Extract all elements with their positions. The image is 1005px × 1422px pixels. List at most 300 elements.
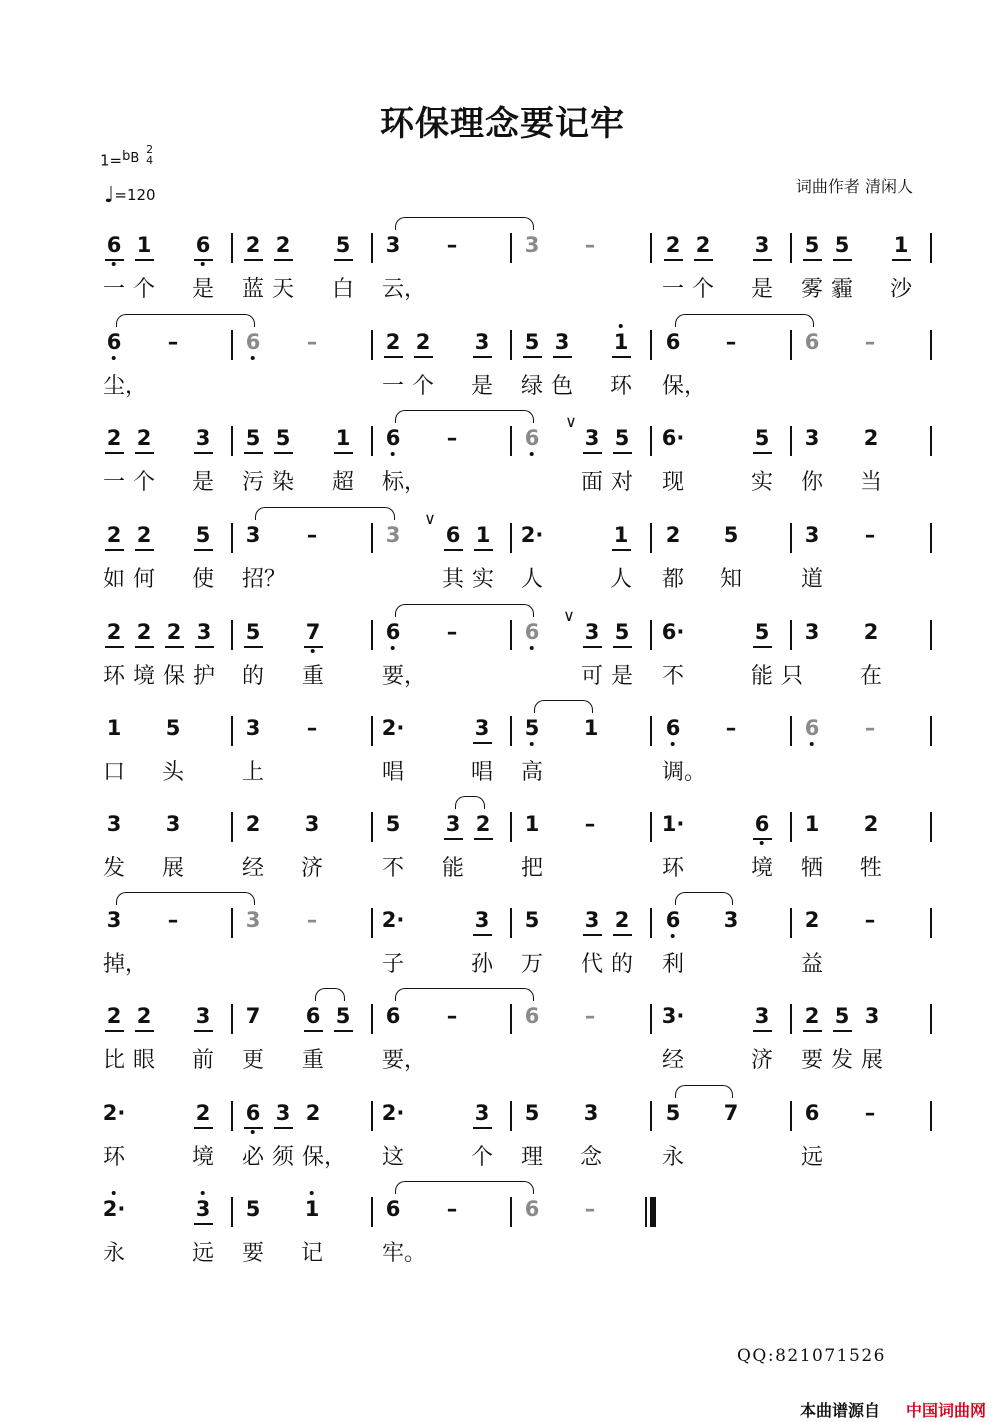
note: 2 bbox=[106, 620, 122, 644]
note: 7 bbox=[723, 1101, 739, 1125]
note: 6 bbox=[804, 1101, 820, 1125]
note: 5 bbox=[614, 620, 630, 644]
barline bbox=[231, 426, 233, 456]
note: 3 bbox=[304, 812, 320, 836]
lyric-char: 牢。 bbox=[382, 1241, 427, 1266]
note: 6 bbox=[385, 1004, 401, 1028]
lyric-char: 只 bbox=[780, 664, 804, 689]
note: 6 bbox=[305, 1004, 321, 1028]
slur-tie bbox=[395, 988, 534, 1001]
barline bbox=[231, 330, 233, 360]
low-octave-dot bbox=[112, 356, 116, 360]
note: 2 bbox=[804, 908, 820, 932]
barline bbox=[371, 908, 373, 938]
lyric-char: 都 bbox=[661, 567, 685, 592]
lyric-char: 个 bbox=[132, 277, 156, 302]
note: 1 bbox=[335, 426, 351, 450]
note: 5 bbox=[165, 716, 181, 740]
slur-tie bbox=[675, 892, 733, 905]
note: 2· bbox=[381, 716, 405, 740]
eighth-underline bbox=[753, 1030, 772, 1032]
note: 5 bbox=[524, 1101, 540, 1125]
note: 2 bbox=[385, 330, 401, 354]
dash-note: – bbox=[584, 1004, 596, 1028]
note: 5 bbox=[335, 233, 351, 257]
note: 5 bbox=[723, 523, 739, 547]
note: 3 bbox=[245, 523, 261, 547]
lyric-char: 沙 bbox=[889, 277, 913, 302]
lyric-char: 远 bbox=[800, 1145, 824, 1170]
lyric-char: 是 bbox=[610, 664, 634, 689]
barline bbox=[231, 1101, 233, 1131]
note: 6 bbox=[385, 1197, 401, 1221]
note: 6 bbox=[246, 1101, 261, 1125]
lyric-char: 个 bbox=[470, 1145, 494, 1170]
eighth-underline bbox=[892, 259, 911, 261]
barline bbox=[645, 1197, 647, 1227]
dash-note: – bbox=[864, 330, 876, 354]
lyric-char: 远 bbox=[191, 1241, 215, 1266]
lyric-char: 不 bbox=[661, 664, 685, 689]
note: 1 bbox=[893, 233, 909, 257]
note: 6 bbox=[755, 812, 770, 836]
high-octave-dot bbox=[201, 1191, 205, 1195]
note: 2 bbox=[136, 620, 152, 644]
high-octave-dot bbox=[619, 324, 623, 328]
lyric-char: 一 bbox=[381, 374, 405, 399]
eighth-underline bbox=[833, 259, 852, 261]
lyric-char: 要 bbox=[800, 1048, 824, 1073]
note: 3 bbox=[554, 330, 570, 354]
lyric-char: 如 bbox=[102, 567, 126, 592]
slur-tie bbox=[675, 1085, 733, 1098]
low-octave-dot bbox=[112, 262, 116, 266]
note: 6· bbox=[661, 426, 685, 450]
lyric-char: 理 bbox=[520, 1145, 544, 1170]
eighth-underline bbox=[194, 452, 213, 454]
lyric-char: 利 bbox=[661, 952, 685, 977]
note: 3 bbox=[864, 1004, 880, 1028]
lyric-char: 能 bbox=[750, 664, 774, 689]
quarter-note-icon: ♩ bbox=[104, 183, 115, 208]
low-octave-dot bbox=[671, 934, 675, 938]
eighth-underline bbox=[135, 259, 154, 261]
note: 6 bbox=[805, 716, 820, 740]
high-octave-dot bbox=[310, 1191, 314, 1195]
lyric-char: 济 bbox=[300, 856, 324, 881]
lyric-char: 高 bbox=[520, 760, 544, 785]
lyric-char: 展 bbox=[860, 1048, 884, 1073]
lyric-char: 必 bbox=[241, 1145, 265, 1170]
barline bbox=[930, 1004, 932, 1034]
note: 5 bbox=[754, 620, 770, 644]
lyric-char: 招？ bbox=[242, 567, 287, 592]
barline bbox=[930, 908, 932, 938]
slur-tie bbox=[395, 604, 534, 617]
lyric-char: 当 bbox=[859, 470, 883, 495]
lyric-char: 绿 bbox=[520, 374, 544, 399]
lyric-char: 掉， bbox=[103, 952, 148, 977]
lyric-char: 一 bbox=[661, 277, 685, 302]
barline bbox=[510, 716, 512, 746]
barline bbox=[510, 426, 512, 456]
eighth-underline bbox=[244, 1127, 263, 1129]
barline bbox=[510, 1004, 512, 1034]
score-system bbox=[0, 1004, 1005, 1100]
dash-note: – bbox=[864, 1101, 876, 1125]
slur-tie bbox=[116, 892, 255, 905]
low-octave-dot bbox=[201, 262, 205, 266]
eighth-underline bbox=[384, 356, 403, 358]
eighth-underline bbox=[105, 452, 124, 454]
lyric-char: 保 bbox=[162, 664, 186, 689]
lyric-char: 环 bbox=[102, 1145, 126, 1170]
key-signature bbox=[100, 143, 154, 173]
barline bbox=[231, 908, 233, 938]
note: 1· bbox=[661, 812, 685, 836]
lyric-char: 境 bbox=[750, 856, 774, 881]
note: 2 bbox=[166, 620, 182, 644]
barline bbox=[231, 620, 233, 650]
eighth-underline bbox=[334, 1030, 353, 1032]
eighth-underline bbox=[105, 1030, 124, 1032]
barline bbox=[231, 523, 233, 553]
eighth-underline bbox=[304, 646, 323, 648]
note: 6 bbox=[246, 330, 261, 354]
low-octave-dot bbox=[671, 742, 675, 746]
eighth-underline bbox=[664, 259, 683, 261]
barline bbox=[510, 1197, 512, 1227]
note: 5 bbox=[385, 812, 401, 836]
note: 5 bbox=[245, 1197, 261, 1221]
barline bbox=[930, 1101, 932, 1131]
high-octave-dot bbox=[112, 1191, 116, 1195]
dash-note: – bbox=[446, 1004, 458, 1028]
note: 6 bbox=[665, 330, 681, 354]
barline bbox=[650, 1004, 652, 1034]
eighth-underline bbox=[274, 1127, 293, 1129]
slur-tie bbox=[315, 988, 345, 1001]
eighth-underline bbox=[135, 452, 154, 454]
lyric-char: 护 bbox=[192, 664, 216, 689]
lyric-char: 永 bbox=[102, 1241, 126, 1266]
dash-note: – bbox=[864, 716, 876, 740]
lyric-char: 白 bbox=[331, 277, 355, 302]
eighth-underline bbox=[523, 356, 542, 358]
lyric-char: 霾 bbox=[830, 277, 854, 302]
slur-tie bbox=[675, 314, 814, 327]
barline bbox=[650, 233, 652, 263]
breath-mark: ∨ bbox=[563, 606, 575, 625]
barline bbox=[231, 812, 233, 842]
site-name[interactable]: 中国词曲网 bbox=[906, 1401, 987, 1420]
note: 3 bbox=[723, 908, 739, 932]
dash-note: – bbox=[306, 330, 318, 354]
lyric-char: 尘， bbox=[103, 374, 148, 399]
lyric-char: 调。 bbox=[662, 760, 707, 785]
low-octave-dot bbox=[530, 646, 534, 650]
barline bbox=[371, 330, 373, 360]
lyric-char: 念 bbox=[579, 1145, 603, 1170]
lyric-char: 是 bbox=[470, 374, 494, 399]
barline bbox=[510, 330, 512, 360]
note: 3 bbox=[385, 523, 401, 547]
flat-sign: b bbox=[122, 148, 131, 164]
note: 3 bbox=[754, 233, 770, 257]
note: 3 bbox=[195, 426, 211, 450]
eighth-underline bbox=[474, 838, 493, 840]
eighth-underline bbox=[753, 452, 772, 454]
barline bbox=[371, 523, 373, 553]
note: 3 bbox=[804, 620, 820, 644]
eighth-underline bbox=[244, 452, 263, 454]
note: 6 bbox=[196, 233, 211, 257]
barline bbox=[930, 716, 932, 746]
note: 3 bbox=[804, 523, 820, 547]
barline bbox=[510, 812, 512, 842]
note: 3· bbox=[661, 1004, 685, 1028]
barline bbox=[231, 1197, 233, 1227]
low-octave-dot bbox=[530, 452, 534, 456]
note: 6 bbox=[445, 523, 461, 547]
barline bbox=[790, 233, 792, 263]
low-octave-dot bbox=[530, 742, 534, 746]
note: 2· bbox=[520, 523, 544, 547]
low-octave-dot bbox=[810, 742, 814, 746]
note: 2 bbox=[863, 426, 879, 450]
lyric-char: 染 bbox=[271, 470, 295, 495]
lyric-char: 经 bbox=[241, 856, 265, 881]
barline bbox=[930, 426, 932, 456]
slur-tie bbox=[395, 217, 534, 230]
time-signature bbox=[146, 144, 153, 166]
lyric-char: 把 bbox=[520, 856, 544, 881]
note: 5 bbox=[834, 1004, 850, 1028]
lyric-char: 个 bbox=[132, 470, 156, 495]
note: 3 bbox=[584, 908, 600, 932]
barline bbox=[371, 716, 373, 746]
eighth-underline bbox=[194, 259, 213, 261]
note: 3 bbox=[275, 1101, 291, 1125]
eighth-underline bbox=[334, 259, 353, 261]
note: 1 bbox=[524, 812, 540, 836]
dash-note: – bbox=[167, 330, 179, 354]
note: 1 bbox=[613, 523, 629, 547]
dash-note: – bbox=[584, 812, 596, 836]
lyric-char: 标， bbox=[382, 470, 427, 495]
dash-note: – bbox=[446, 620, 458, 644]
barline bbox=[790, 426, 792, 456]
note: 2· bbox=[381, 1101, 405, 1125]
eighth-underline bbox=[612, 356, 631, 358]
lyric-char: 前 bbox=[191, 1048, 215, 1073]
note: 3 bbox=[385, 233, 401, 257]
eighth-underline bbox=[105, 646, 124, 648]
note: 3 bbox=[245, 716, 261, 740]
barline bbox=[790, 812, 792, 842]
score-system bbox=[0, 606, 1005, 716]
lyric-char: 更 bbox=[241, 1048, 265, 1073]
lyric-char: 一 bbox=[102, 277, 126, 302]
eighth-underline bbox=[105, 549, 124, 551]
lyric-char: 一 bbox=[102, 470, 126, 495]
barline bbox=[371, 1101, 373, 1131]
eighth-underline bbox=[473, 1127, 492, 1129]
barline bbox=[231, 716, 233, 746]
note: 2 bbox=[106, 1004, 122, 1028]
eighth-underline bbox=[195, 646, 214, 648]
lyric-char: 益 bbox=[800, 952, 824, 977]
eighth-underline bbox=[473, 934, 492, 936]
lyric-char: 须 bbox=[271, 1145, 295, 1170]
lyric-char: 环 bbox=[102, 664, 126, 689]
barline bbox=[650, 620, 652, 650]
eighth-underline bbox=[135, 549, 154, 551]
composer-credit: 词曲作者 清闲人 bbox=[795, 177, 913, 196]
slur-tie bbox=[455, 796, 485, 809]
note: 3 bbox=[106, 812, 122, 836]
note: 6 bbox=[524, 1004, 540, 1028]
note: 3 bbox=[474, 330, 490, 354]
barline bbox=[790, 1004, 792, 1034]
note: 1 bbox=[106, 716, 122, 740]
note: 6 bbox=[525, 620, 540, 644]
lyric-char: 展 bbox=[161, 856, 185, 881]
time-top: 2 bbox=[146, 143, 154, 156]
lyric-char: 可 bbox=[580, 664, 604, 689]
eighth-underline bbox=[274, 452, 293, 454]
note: 7 bbox=[245, 1004, 261, 1028]
barline bbox=[930, 812, 932, 842]
lyric-char: 雾 bbox=[800, 277, 824, 302]
dash-note: – bbox=[167, 908, 179, 932]
note: 1 bbox=[136, 233, 152, 257]
low-octave-dot bbox=[391, 452, 395, 456]
note: 3 bbox=[474, 716, 490, 740]
barline bbox=[650, 716, 652, 746]
lyric-char: 环 bbox=[609, 374, 633, 399]
lyric-char: 永 bbox=[661, 1145, 685, 1170]
low-octave-dot bbox=[760, 841, 764, 845]
barline bbox=[790, 908, 792, 938]
eighth-underline bbox=[803, 259, 822, 261]
note: 5 bbox=[525, 716, 540, 740]
lyric-char: 境 bbox=[132, 664, 156, 689]
dash-note: – bbox=[306, 523, 318, 547]
lyric-char: 实 bbox=[471, 567, 495, 592]
note: 3 bbox=[445, 812, 461, 836]
low-octave-dot bbox=[311, 649, 315, 653]
barline bbox=[650, 523, 652, 553]
eighth-underline bbox=[334, 452, 353, 454]
note: 2 bbox=[804, 1004, 820, 1028]
eighth-underline bbox=[803, 1030, 822, 1032]
eighth-underline bbox=[194, 1030, 213, 1032]
lyric-char: 牲 bbox=[859, 856, 883, 881]
eighth-underline bbox=[753, 259, 772, 261]
slur-tie bbox=[395, 1181, 534, 1194]
note: 3 bbox=[196, 620, 212, 644]
note: 3 bbox=[165, 812, 181, 836]
lyric-char: 使 bbox=[191, 567, 215, 592]
barline bbox=[790, 716, 792, 746]
lyric-char: 个 bbox=[691, 277, 715, 302]
eighth-underline bbox=[753, 838, 772, 840]
lyric-char: 发 bbox=[102, 856, 126, 881]
lyric-char: 境 bbox=[191, 1145, 215, 1170]
dash-note: – bbox=[725, 330, 737, 354]
note: 5 bbox=[245, 620, 261, 644]
note: 2 bbox=[136, 426, 152, 450]
barline bbox=[790, 1101, 792, 1131]
lyric-char: 能 bbox=[441, 856, 465, 881]
barline bbox=[650, 426, 652, 456]
lyric-char: 万 bbox=[520, 952, 544, 977]
note: 1 bbox=[475, 523, 491, 547]
score-system bbox=[0, 1197, 1005, 1293]
breath-mark: ∨ bbox=[565, 412, 577, 431]
slur-tie bbox=[255, 507, 395, 520]
barline bbox=[930, 330, 932, 360]
lyric-char: 比 bbox=[102, 1048, 126, 1073]
barline bbox=[231, 233, 233, 263]
lyric-char: 蓝 bbox=[241, 277, 265, 302]
note: 1 bbox=[804, 812, 820, 836]
note: 5 bbox=[804, 233, 820, 257]
breath-mark: ∨ bbox=[424, 509, 436, 528]
lyric-char: 面 bbox=[580, 470, 604, 495]
low-octave-dot bbox=[391, 646, 395, 650]
dash-note: – bbox=[446, 233, 458, 257]
note: 2 bbox=[665, 233, 681, 257]
note: 3 bbox=[804, 426, 820, 450]
note: 6 bbox=[525, 426, 540, 450]
lyric-char: 唱 bbox=[381, 760, 405, 785]
note: 2· bbox=[381, 908, 405, 932]
eighth-underline bbox=[165, 646, 184, 648]
note: 2 bbox=[195, 1101, 211, 1125]
score-system bbox=[0, 716, 1005, 812]
note: 1 bbox=[583, 716, 599, 740]
barline bbox=[790, 330, 792, 360]
lyric-char: 发 bbox=[830, 1048, 854, 1073]
lyric-char: 其 bbox=[441, 567, 465, 592]
eighth-underline bbox=[135, 646, 154, 648]
lyric-char: 保， bbox=[662, 374, 707, 399]
eighth-underline bbox=[583, 934, 602, 936]
note: 6 bbox=[107, 330, 122, 354]
note: 5 bbox=[195, 523, 211, 547]
note: 3 bbox=[474, 1101, 490, 1125]
eighth-underline bbox=[304, 1030, 323, 1032]
dash-note: – bbox=[584, 233, 596, 257]
barline bbox=[650, 330, 652, 360]
slur-tie bbox=[395, 410, 534, 423]
barline bbox=[930, 523, 932, 553]
eighth-underline bbox=[194, 1223, 213, 1225]
note: 2 bbox=[136, 523, 152, 547]
note: 2 bbox=[245, 812, 261, 836]
eighth-underline bbox=[194, 549, 213, 551]
lyric-char: 记 bbox=[300, 1241, 324, 1266]
note: 5 bbox=[614, 426, 630, 450]
eighth-underline bbox=[583, 452, 602, 454]
note: 2· bbox=[102, 1101, 126, 1125]
lyric-char: 不 bbox=[381, 856, 405, 881]
lyric-char: 重 bbox=[301, 664, 325, 689]
lyric-char: 现 bbox=[661, 470, 685, 495]
barline bbox=[371, 620, 373, 650]
